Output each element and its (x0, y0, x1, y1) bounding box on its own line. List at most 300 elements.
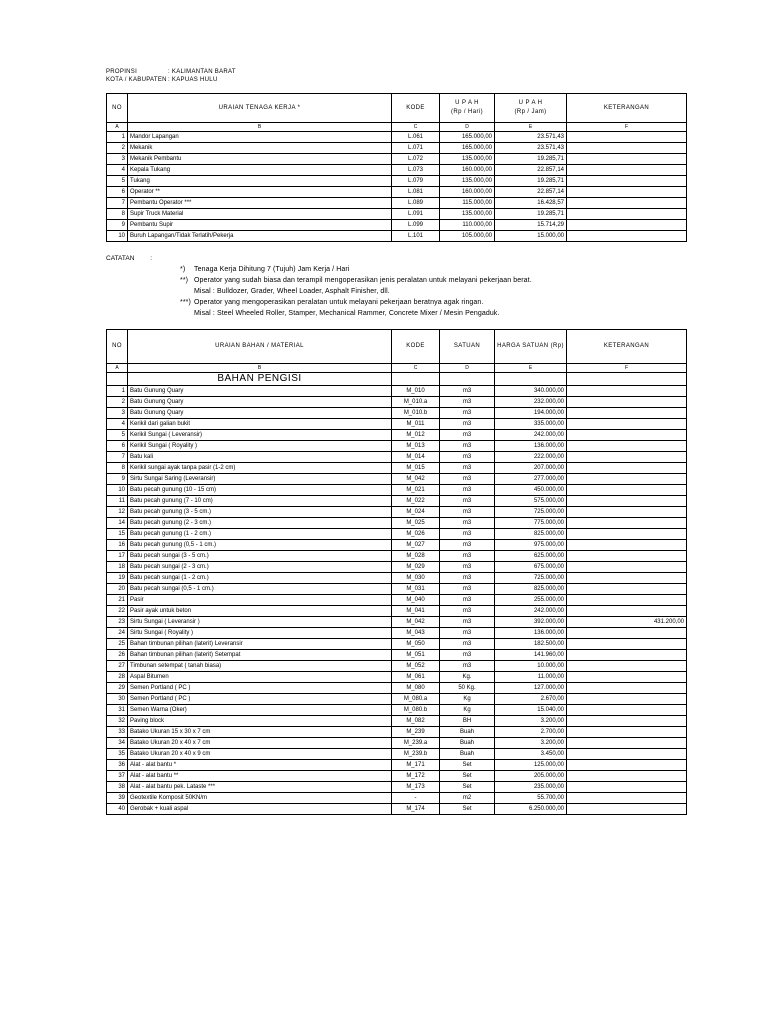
col-harga-satuan: HARGA SATUAN (Rp) (495, 330, 567, 364)
row-harga-satuan: 450.000,00 (495, 485, 567, 496)
row-kode: L.073 (392, 165, 440, 176)
row-harga-satuan: 2.700,00 (495, 727, 567, 738)
row-harga-satuan: 125.000,00 (495, 760, 567, 771)
letter-b: B (128, 123, 392, 132)
group-title: BAHAN PENGISI (128, 373, 392, 386)
row-kode: M_029 (392, 562, 440, 573)
row-satuan: m3 (440, 584, 495, 595)
row-harga-satuan: 207.000,00 (495, 463, 567, 474)
note-text: Tenaga Kerja Dihitung 7 (Tujuh) Jam Kerja / Hari (194, 266, 350, 273)
row-uraian: Batu Gunung Quary (128, 408, 392, 419)
table-row (107, 507, 687, 518)
row-keterangan (567, 386, 687, 397)
row-no: 9 (107, 220, 128, 231)
row-kode: M_021 (392, 485, 440, 496)
row-keterangan (567, 793, 687, 804)
row-harga-satuan: 136.000,00 (495, 628, 567, 639)
row-uraian: Alat - alat bantu ** (128, 771, 392, 782)
row-uraian: Pasir (128, 595, 392, 606)
table-row (107, 198, 687, 209)
note-symbol: **) (180, 277, 189, 284)
row-keterangan (567, 187, 687, 198)
col-kode: KODE (392, 330, 440, 364)
col-satuan: SATUAN (440, 330, 495, 364)
row-satuan: Buah (440, 738, 495, 749)
col-uraian-bahan: URAIAN BAHAN / MATERIAL (128, 330, 392, 364)
row-upah-hari: 110.000,00 (440, 220, 495, 231)
table-row (107, 804, 687, 815)
row-uraian: Batako Ukuran 20 x 40 x 9 cm (128, 749, 392, 760)
labor-column-letters (107, 123, 687, 132)
row-no: 22 (107, 606, 128, 617)
row-uraian: Batako Ukuran 20 x 40 x 7 cm (128, 738, 392, 749)
letter-e: E (495, 364, 567, 373)
row-satuan: Kg (440, 705, 495, 716)
row-uraian: Kerikil sungai ayak tanpa pasir (1-2 cm) (128, 463, 392, 474)
table-row (107, 573, 687, 584)
row-upah-hari: 135.000,00 (440, 154, 495, 165)
row-kode: M_014 (392, 452, 440, 463)
row-no: 14 (107, 518, 128, 529)
catatan-colon: : (150, 255, 153, 262)
row-uraian: Alat - alat bantu * (128, 760, 392, 771)
row-satuan: m3 (440, 650, 495, 661)
row-kode: M_025 (392, 518, 440, 529)
row-upah-jam: 19.285,71 (495, 154, 567, 165)
row-keterangan (567, 430, 687, 441)
table-row (107, 176, 687, 187)
propinsi-value: : KALIMANTAN BARAT (168, 69, 236, 75)
catatan-label (106, 253, 152, 264)
row-keterangan (567, 452, 687, 463)
row-harga-satuan: 825.000,00 (495, 584, 567, 595)
letter-d: D (440, 364, 495, 373)
row-uraian: Timbunan setempat ( tanah biasa) (128, 661, 392, 672)
upah-jam-unit: (Rp / Jam) (514, 109, 547, 115)
col-keterangan: KETERANGAN (567, 330, 687, 364)
row-no: 5 (107, 430, 128, 441)
row-harga-satuan: 182.500,00 (495, 639, 567, 650)
row-harga-satuan: 725.000,00 (495, 573, 567, 584)
row-keterangan (567, 529, 687, 540)
row-satuan: m3 (440, 507, 495, 518)
letter-a: A (107, 364, 128, 373)
row-harga-satuan: 242.000,00 (495, 606, 567, 617)
letter-c: C (392, 123, 440, 132)
table-row (107, 749, 687, 760)
kota-row (106, 76, 236, 84)
row-uraian: Kepala Tukang (128, 165, 392, 176)
row-satuan: BH (440, 716, 495, 727)
row-keterangan (567, 165, 687, 176)
col-keterangan: KETERANGAN (567, 94, 687, 123)
row-uraian: Kerikil dari galian bukit (128, 419, 392, 430)
row-harga-satuan: 3.200,00 (495, 716, 567, 727)
table-row (107, 628, 687, 639)
row-uraian: Paving block (128, 716, 392, 727)
row-harga-satuan: 675.000,00 (495, 562, 567, 573)
row-satuan: m3 (440, 386, 495, 397)
row-no: 9 (107, 474, 128, 485)
row-no: 6 (107, 187, 128, 198)
table-row (107, 485, 687, 496)
catatan-title: CATATAN (106, 255, 135, 262)
row-harga-satuan: 825.000,00 (495, 529, 567, 540)
row-satuan: m3 (440, 551, 495, 562)
row-satuan: Kg (440, 694, 495, 705)
row-no: 25 (107, 639, 128, 650)
row-harga-satuan: 335.000,00 (495, 419, 567, 430)
row-no: 2 (107, 143, 128, 154)
row-kode: M_030 (392, 573, 440, 584)
row-uraian: Batu pecah gunung (10 - 15 cm) (128, 485, 392, 496)
row-no: 7 (107, 198, 128, 209)
note-example: Misal : Steel Wheeled Roller, Stamper, Mechanical Rammer, Concrete Mixer / Mesin Pengaduk. (194, 310, 500, 317)
row-no: 34 (107, 738, 128, 749)
letter-d: D (440, 123, 495, 132)
row-no: 35 (107, 749, 128, 760)
row-no: 10 (107, 485, 128, 496)
labor-table-header (107, 94, 687, 123)
row-upah-jam: 22.857,14 (495, 165, 567, 176)
letter-f: F (567, 123, 687, 132)
row-harga-satuan: 10.000,00 (495, 661, 567, 672)
table-row (107, 562, 687, 573)
letter-c: C (392, 364, 440, 373)
row-keterangan (567, 573, 687, 584)
row-keterangan (567, 220, 687, 231)
row-upah-jam: 23.571,43 (495, 143, 567, 154)
row-harga-satuan: 15.040,00 (495, 705, 567, 716)
row-keterangan (567, 143, 687, 154)
row-kode: M_043 (392, 628, 440, 639)
row-no: 12 (107, 507, 128, 518)
row-kode: M_012 (392, 430, 440, 441)
row-kode: L.072 (392, 154, 440, 165)
row-uraian: Kerikil Sungai ( Royality ) (128, 441, 392, 452)
table-row (107, 165, 687, 176)
row-harga-satuan: 232.000,00 (495, 397, 567, 408)
material-price-table (106, 329, 687, 815)
table-row (107, 606, 687, 617)
row-kode: M_042 (392, 617, 440, 628)
table-row (107, 694, 687, 705)
row-harga-satuan: 55.700,00 (495, 793, 567, 804)
row-keterangan (567, 551, 687, 562)
row-harga-satuan: 127.000,00 (495, 683, 567, 694)
table-row (107, 529, 687, 540)
row-satuan: m3 (440, 617, 495, 628)
row-upah-jam: 16.428,57 (495, 198, 567, 209)
row-no: 26 (107, 650, 128, 661)
row-keterangan (567, 595, 687, 606)
row-kode: M_061 (392, 672, 440, 683)
row-kode: M_042 (392, 474, 440, 485)
row-keterangan (567, 782, 687, 793)
table-row (107, 452, 687, 463)
row-no: 33 (107, 727, 128, 738)
letter-f: F (567, 364, 687, 373)
row-satuan: m3 (440, 485, 495, 496)
propinsi-label: PROPINSI (106, 69, 138, 75)
row-kode: M_015 (392, 463, 440, 474)
row-uraian: Batu pecah gunung (2 - 3 cm.) (128, 518, 392, 529)
row-no: 8 (107, 463, 128, 474)
row-kode: M_051 (392, 650, 440, 661)
row-harga-satuan: 222.000,00 (495, 452, 567, 463)
table-row (107, 617, 687, 628)
row-satuan: m3 (440, 397, 495, 408)
row-satuan: m3 (440, 408, 495, 419)
row-upah-hari: 105.000,00 (440, 231, 495, 242)
row-satuan: Set (440, 782, 495, 793)
row-no: 17 (107, 551, 128, 562)
row-uraian: Alat - alat bantu pek. Lataste *** (128, 782, 392, 793)
table-row (107, 441, 687, 452)
table-row (107, 683, 687, 694)
row-keterangan (567, 441, 687, 452)
table-row (107, 716, 687, 727)
note-symbol: *) (180, 266, 186, 273)
table-row (107, 760, 687, 771)
row-keterangan (567, 650, 687, 661)
table-row (107, 143, 687, 154)
row-satuan: m3 (440, 562, 495, 573)
row-uraian: Batu pecah gunung (3 - 5 cm.) (128, 507, 392, 518)
row-no: 32 (107, 716, 128, 727)
row-no: 29 (107, 683, 128, 694)
row-kode: M_239.a (392, 738, 440, 749)
row-kode: M_082 (392, 716, 440, 727)
row-no: 1 (107, 386, 128, 397)
row-keterangan (567, 606, 687, 617)
row-uraian: Gerobak + kuali aspal (128, 804, 392, 815)
row-kode: M_171 (392, 760, 440, 771)
note-symbol: ***) (180, 299, 191, 306)
row-no: 19 (107, 573, 128, 584)
row-kode: L.091 (392, 209, 440, 220)
row-satuan: m2 (440, 793, 495, 804)
row-no: 36 (107, 760, 128, 771)
row-kode: M_024 (392, 507, 440, 518)
row-uraian: Mandor Lapangan (128, 132, 392, 143)
row-keterangan (567, 176, 687, 187)
row-kode: M_026 (392, 529, 440, 540)
upah-hari-unit: (Rp / Hari) (450, 109, 484, 115)
row-keterangan (567, 397, 687, 408)
col-kode: KODE (392, 94, 440, 123)
table-row (107, 408, 687, 419)
row-uraian: Supir Truck Material (128, 209, 392, 220)
row-uraian: Batako Ukuran 15 x 30 x 7 cm (128, 727, 392, 738)
material-column-letters (107, 364, 687, 373)
row-no: 11 (107, 496, 128, 507)
row-satuan: m3 (440, 496, 495, 507)
row-harga-satuan: 392.000,00 (495, 617, 567, 628)
row-kode: L.061 (392, 132, 440, 143)
row-uraian: Sirtu Sungai Saring (Leveransir) (128, 474, 392, 485)
table-row (107, 595, 687, 606)
row-harga-satuan: 725.000,00 (495, 507, 567, 518)
row-kode: M_239 (392, 727, 440, 738)
row-kode: M_031 (392, 584, 440, 595)
table-row (107, 419, 687, 430)
row-upah-jam: 15.000,00 (495, 231, 567, 242)
row-kode: M_022 (392, 496, 440, 507)
row-keterangan (567, 507, 687, 518)
note-line (180, 275, 532, 286)
row-no: 40 (107, 804, 128, 815)
row-uraian: Batu pecah gunung (7 - 10 cm) (128, 496, 392, 507)
row-uraian: Semen Portland ( PC ) (128, 694, 392, 705)
row-satuan: Set (440, 804, 495, 815)
row-no: 31 (107, 705, 128, 716)
labor-table-body (107, 132, 687, 242)
table-row (107, 209, 687, 220)
upah-jam-title: U P A H (518, 100, 543, 106)
row-no: 2 (107, 397, 128, 408)
row-uraian: Batu pecah sungai (1 - 2 cm.) (128, 573, 392, 584)
row-kode: M_040 (392, 595, 440, 606)
row-no: 4 (107, 165, 128, 176)
row-keterangan (567, 154, 687, 165)
row-kode: L.101 (392, 231, 440, 242)
row-upah-jam: 15.714,29 (495, 220, 567, 231)
note-line (180, 264, 532, 275)
row-uraian: Buruh Lapangan/Tidak Terlatih/Pekerja (128, 231, 392, 242)
row-keterangan (567, 760, 687, 771)
table-row (107, 705, 687, 716)
table-row (107, 650, 687, 661)
row-no: 30 (107, 694, 128, 705)
table-row (107, 463, 687, 474)
row-upah-hari: 135.000,00 (440, 176, 495, 187)
row-satuan: m3 (440, 518, 495, 529)
row-kode: M_010.b (392, 408, 440, 419)
note-text: Operator yang mengoperasikan peralatan untuk melayani pekerjaan beratnya agak ringan. (194, 299, 484, 306)
row-keterangan (567, 639, 687, 650)
row-keterangan (567, 804, 687, 815)
row-keterangan (567, 628, 687, 639)
row-harga-satuan: 2.670,00 (495, 694, 567, 705)
row-uraian: Batu Gunung Quary (128, 386, 392, 397)
row-no: 10 (107, 231, 128, 242)
col-no: NO (107, 330, 128, 364)
row-keterangan (567, 562, 687, 573)
row-no: 3 (107, 154, 128, 165)
table-row (107, 551, 687, 562)
row-uraian: Operator ** (128, 187, 392, 198)
row-kode: M_028 (392, 551, 440, 562)
table-row (107, 231, 687, 242)
row-kode: M_041 (392, 606, 440, 617)
row-harga-satuan: 277.000,00 (495, 474, 567, 485)
row-kode: L.079 (392, 176, 440, 187)
row-keterangan (567, 474, 687, 485)
row-no: 8 (107, 209, 128, 220)
row-harga-satuan: 141.960,00 (495, 650, 567, 661)
row-kode: M_011 (392, 419, 440, 430)
row-upah-hari: 160.000,00 (440, 165, 495, 176)
row-uraian: Batu Gunung Quary (128, 397, 392, 408)
row-satuan: Kg. (440, 672, 495, 683)
row-uraian: Pembantu Supir (128, 220, 392, 231)
material-table-header (107, 330, 687, 364)
row-uraian: Batu pecah sungai (2 - 3 cm.) (128, 562, 392, 573)
row-satuan: m3 (440, 463, 495, 474)
row-keterangan (567, 727, 687, 738)
material-table-body (107, 386, 687, 815)
row-no: 21 (107, 595, 128, 606)
col-upah-jam (495, 94, 567, 123)
table-row (107, 793, 687, 804)
row-uraian: Tukang (128, 176, 392, 187)
table-row (107, 584, 687, 595)
col-upah-hari (440, 94, 495, 123)
row-satuan: m3 (440, 661, 495, 672)
row-uraian: Pasir ayak untuk beton (128, 606, 392, 617)
row-uraian: Semen Portland ( PC ) (128, 683, 392, 694)
row-satuan: m3 (440, 606, 495, 617)
row-satuan: Set (440, 771, 495, 782)
table-row (107, 661, 687, 672)
row-uraian: Batu pecah sungai (3 - 5 cm.) (128, 551, 392, 562)
row-keterangan (567, 749, 687, 760)
table-row (107, 540, 687, 551)
table-row (107, 639, 687, 650)
row-harga-satuan: 625.000,00 (495, 551, 567, 562)
row-keterangan (567, 496, 687, 507)
row-kode: M_080.b (392, 705, 440, 716)
row-no: 28 (107, 672, 128, 683)
row-kode: L.081 (392, 187, 440, 198)
row-no: 1 (107, 132, 128, 143)
row-harga-satuan: 775.000,00 (495, 518, 567, 529)
row-kode: M_173 (392, 782, 440, 793)
row-uraian: Aspal Bitumen (128, 672, 392, 683)
row-satuan: m3 (440, 628, 495, 639)
row-upah-hari: 165.000,00 (440, 132, 495, 143)
row-kode: M_010 (392, 386, 440, 397)
row-no: 3 (107, 408, 128, 419)
row-no: 16 (107, 540, 128, 551)
row-keterangan (567, 485, 687, 496)
row-uraian: Mekanik Pembantu (128, 154, 392, 165)
table-row (107, 727, 687, 738)
row-satuan: m3 (440, 639, 495, 650)
table-row (107, 154, 687, 165)
kota-value: : KAPUAS HULU (168, 77, 218, 83)
row-uraian: Batu pecah sungai (0,5 - 1 cm.) (128, 584, 392, 595)
row-uraian: Mekanik (128, 143, 392, 154)
table-row (107, 474, 687, 485)
kota-label: KOTA / KABUPATEN (106, 77, 167, 83)
row-keterangan (567, 408, 687, 419)
row-kode: M_050 (392, 639, 440, 650)
row-uraian: Bahan timbunan pilihan (laterit) Leveransir (128, 639, 392, 650)
row-kode: M_172 (392, 771, 440, 782)
row-keterangan (567, 705, 687, 716)
table-row (107, 187, 687, 198)
note-text: Operator yang sudah biasa dan terampil mengoperasikan jenis peralatan untuk melayani pekerjaan berat. (194, 277, 532, 284)
row-harga-satuan: 205.000,00 (495, 771, 567, 782)
row-satuan: m3 (440, 573, 495, 584)
row-no: 7 (107, 452, 128, 463)
row-harga-satuan: 11.000,00 (495, 672, 567, 683)
row-kode: M_174 (392, 804, 440, 815)
row-no: 27 (107, 661, 128, 672)
row-satuan: m3 (440, 529, 495, 540)
